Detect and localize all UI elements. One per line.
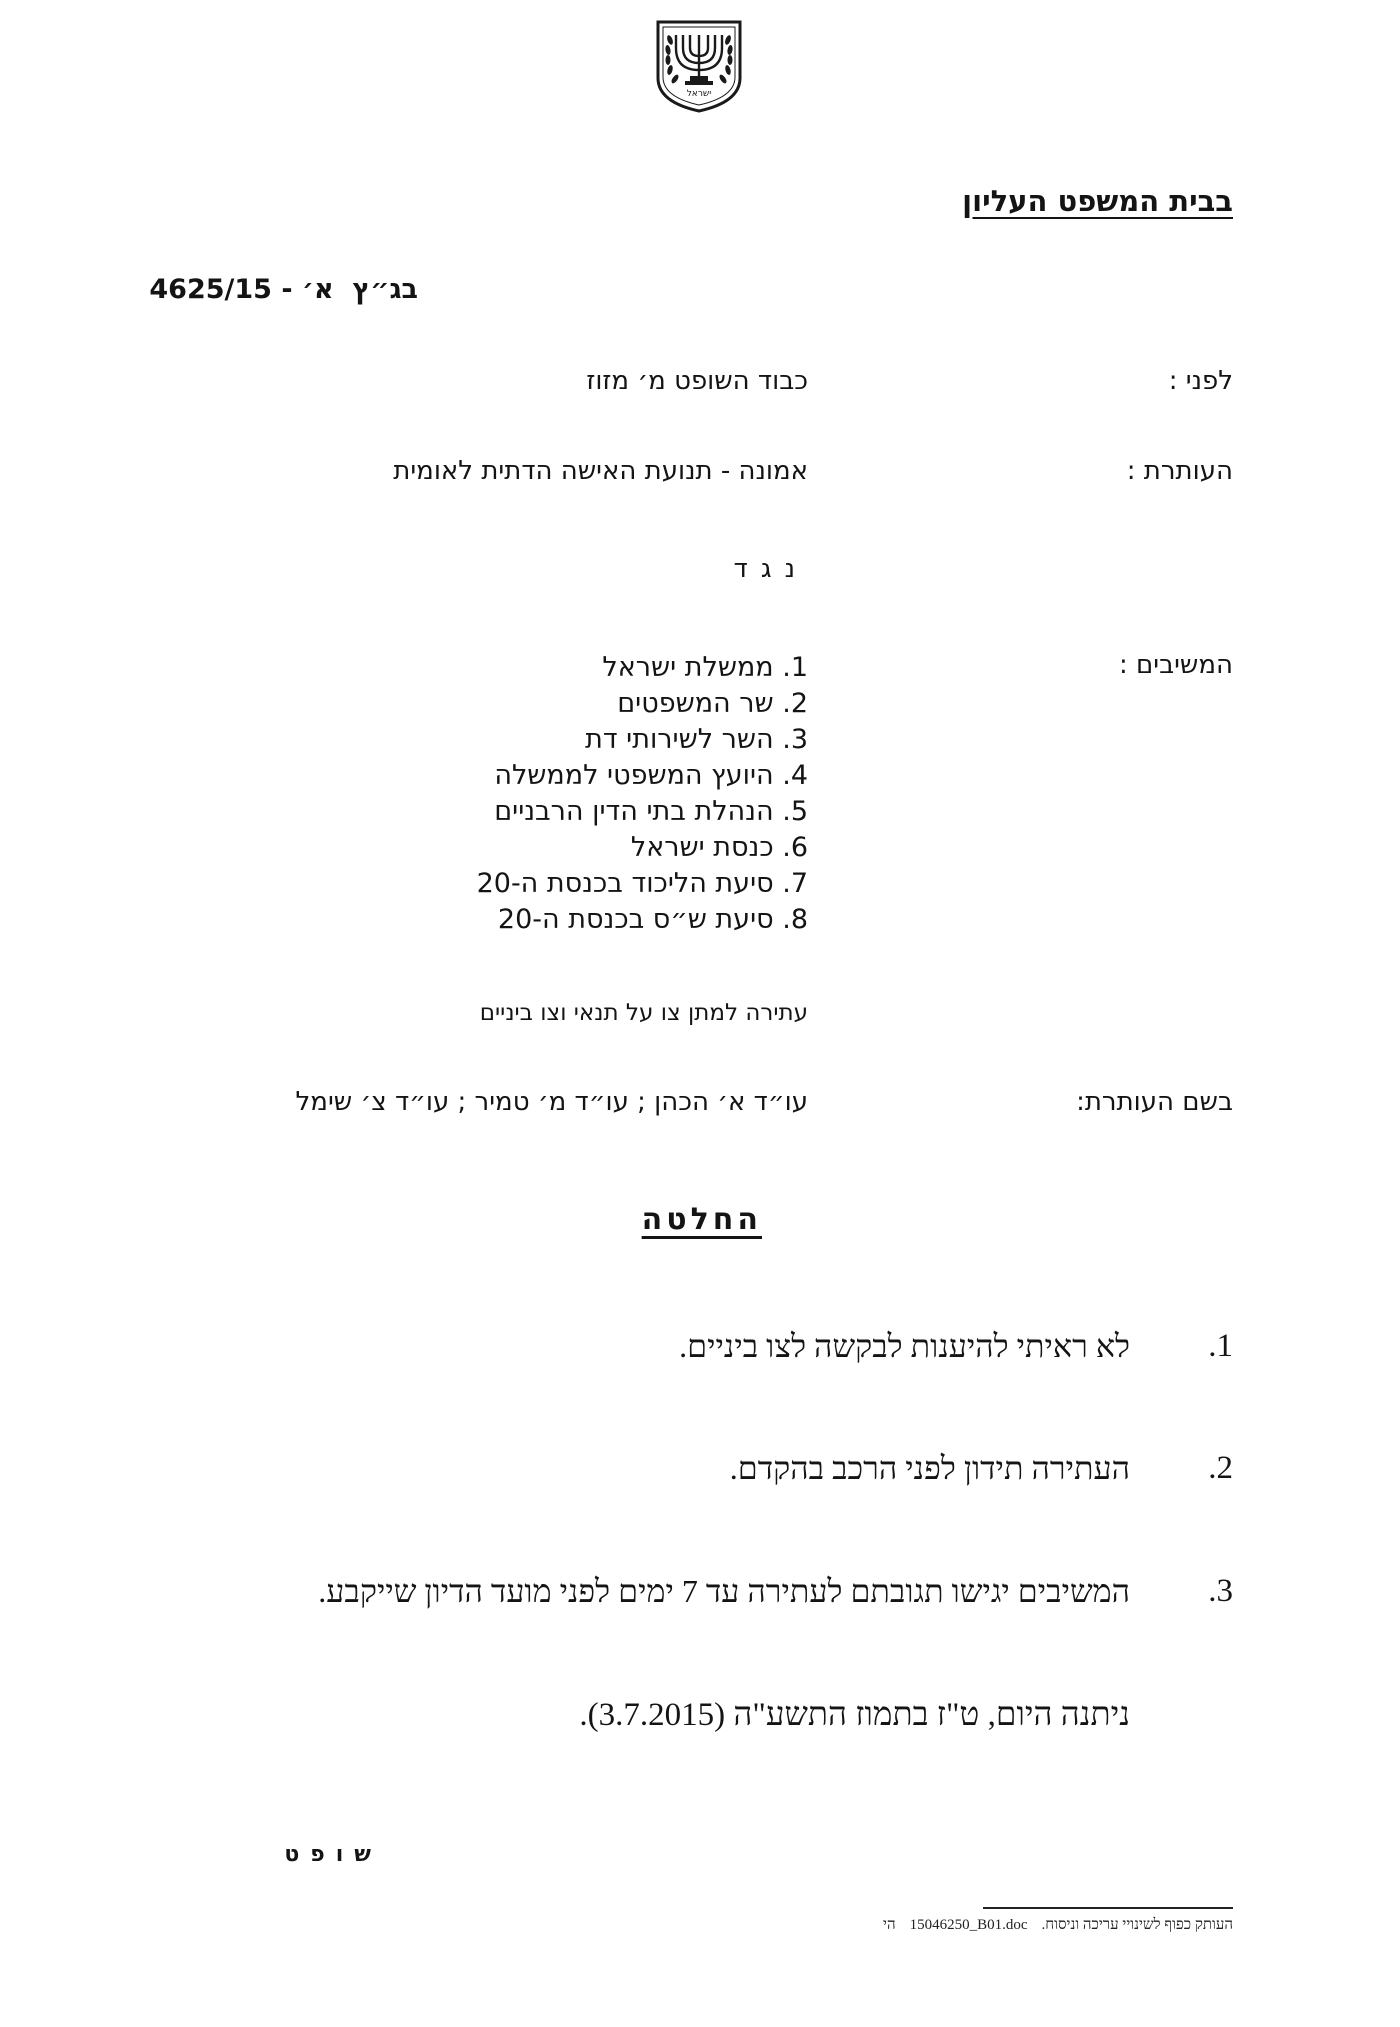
before-label: לפני : (1168, 366, 1233, 396)
paragraph-text: המשיבים יגישו תגובתם לעתירה עד 7 ימים לפני מועד הדיון שייקבע. (318, 1573, 1130, 1609)
respondent-item: 6. כנסת ישראל (630, 832, 808, 863)
case-number (149, 274, 418, 305)
footer (883, 1917, 1233, 1934)
paragraph-number: 3. (1208, 1573, 1233, 1609)
respondent-item: 5. הנהלת בתי הדין הרבניים (494, 796, 808, 827)
state-emblem (650, 18, 748, 114)
respondent-item: 4. היועץ המשפטי לממשלה (494, 760, 808, 791)
paragraph-text: לא ראיתי להיענות לבקשה לצו ביניים. (679, 1328, 1130, 1364)
respondent-item: 1. ממשלת ישראל (602, 652, 808, 683)
emblem-caption: ישראל (686, 89, 712, 99)
court-title: בבית המשפט העליון (962, 184, 1233, 218)
footer-initials: הי (883, 1917, 896, 1933)
counsel-names: עו״ד א׳ הכהן ; עו״ד מ׳ טמיר ; עו״ד צ׳ שימל (295, 1087, 808, 1117)
footer-divider (983, 1907, 1233, 1909)
respondents-list (477, 650, 808, 938)
paragraph-text: העתירה תידון לפני הרכב בהקדם. (729, 1450, 1130, 1486)
paragraph-number: 1. (1208, 1328, 1233, 1364)
petitioner-name: אמונה - תנועת האישה הדתית לאומית (393, 456, 808, 486)
case-prefix: בג״ץ (352, 274, 418, 305)
versus-label: נגד (733, 554, 808, 584)
footer-doc-file: 15046250_B01.doc (909, 1917, 1028, 1933)
respondent-item: 8. סיעת ש״ס בכנסת ה-20 (497, 904, 808, 935)
counsel-label: בשם העותרת: (1076, 1087, 1233, 1117)
footer-disclaimer: העותק כפוף לשינויי עריכה וניסוח. (1041, 1917, 1233, 1933)
given-date: ניתנה היום, ט"ז בתמוז התשע"ה (3.7.2015). (579, 1697, 1130, 1733)
petition-type: עתירה למתן צו על תנאי וצו ביניים (479, 1000, 808, 1026)
respondent-item: 2. שר המשפטים (617, 688, 808, 719)
judge-signature: שופט (284, 1842, 382, 1867)
paragraph-number: 2. (1208, 1450, 1233, 1486)
judge-name: כבוד השופט מ׳ מזוז (586, 366, 808, 396)
menorah-emblem-icon (650, 18, 748, 114)
petitioner-label: העותרת : (1126, 456, 1233, 486)
decision-title: החלטה (641, 1202, 762, 1237)
respondents-label: המשיבים : (1118, 650, 1233, 680)
case-number-value: 4625/15 - א׳ (149, 274, 334, 305)
respondent-item: 7. סיעת הליכוד בכנסת ה-20 (476, 868, 808, 899)
respondent-item: 3. השר לשירותי דת (585, 724, 808, 755)
